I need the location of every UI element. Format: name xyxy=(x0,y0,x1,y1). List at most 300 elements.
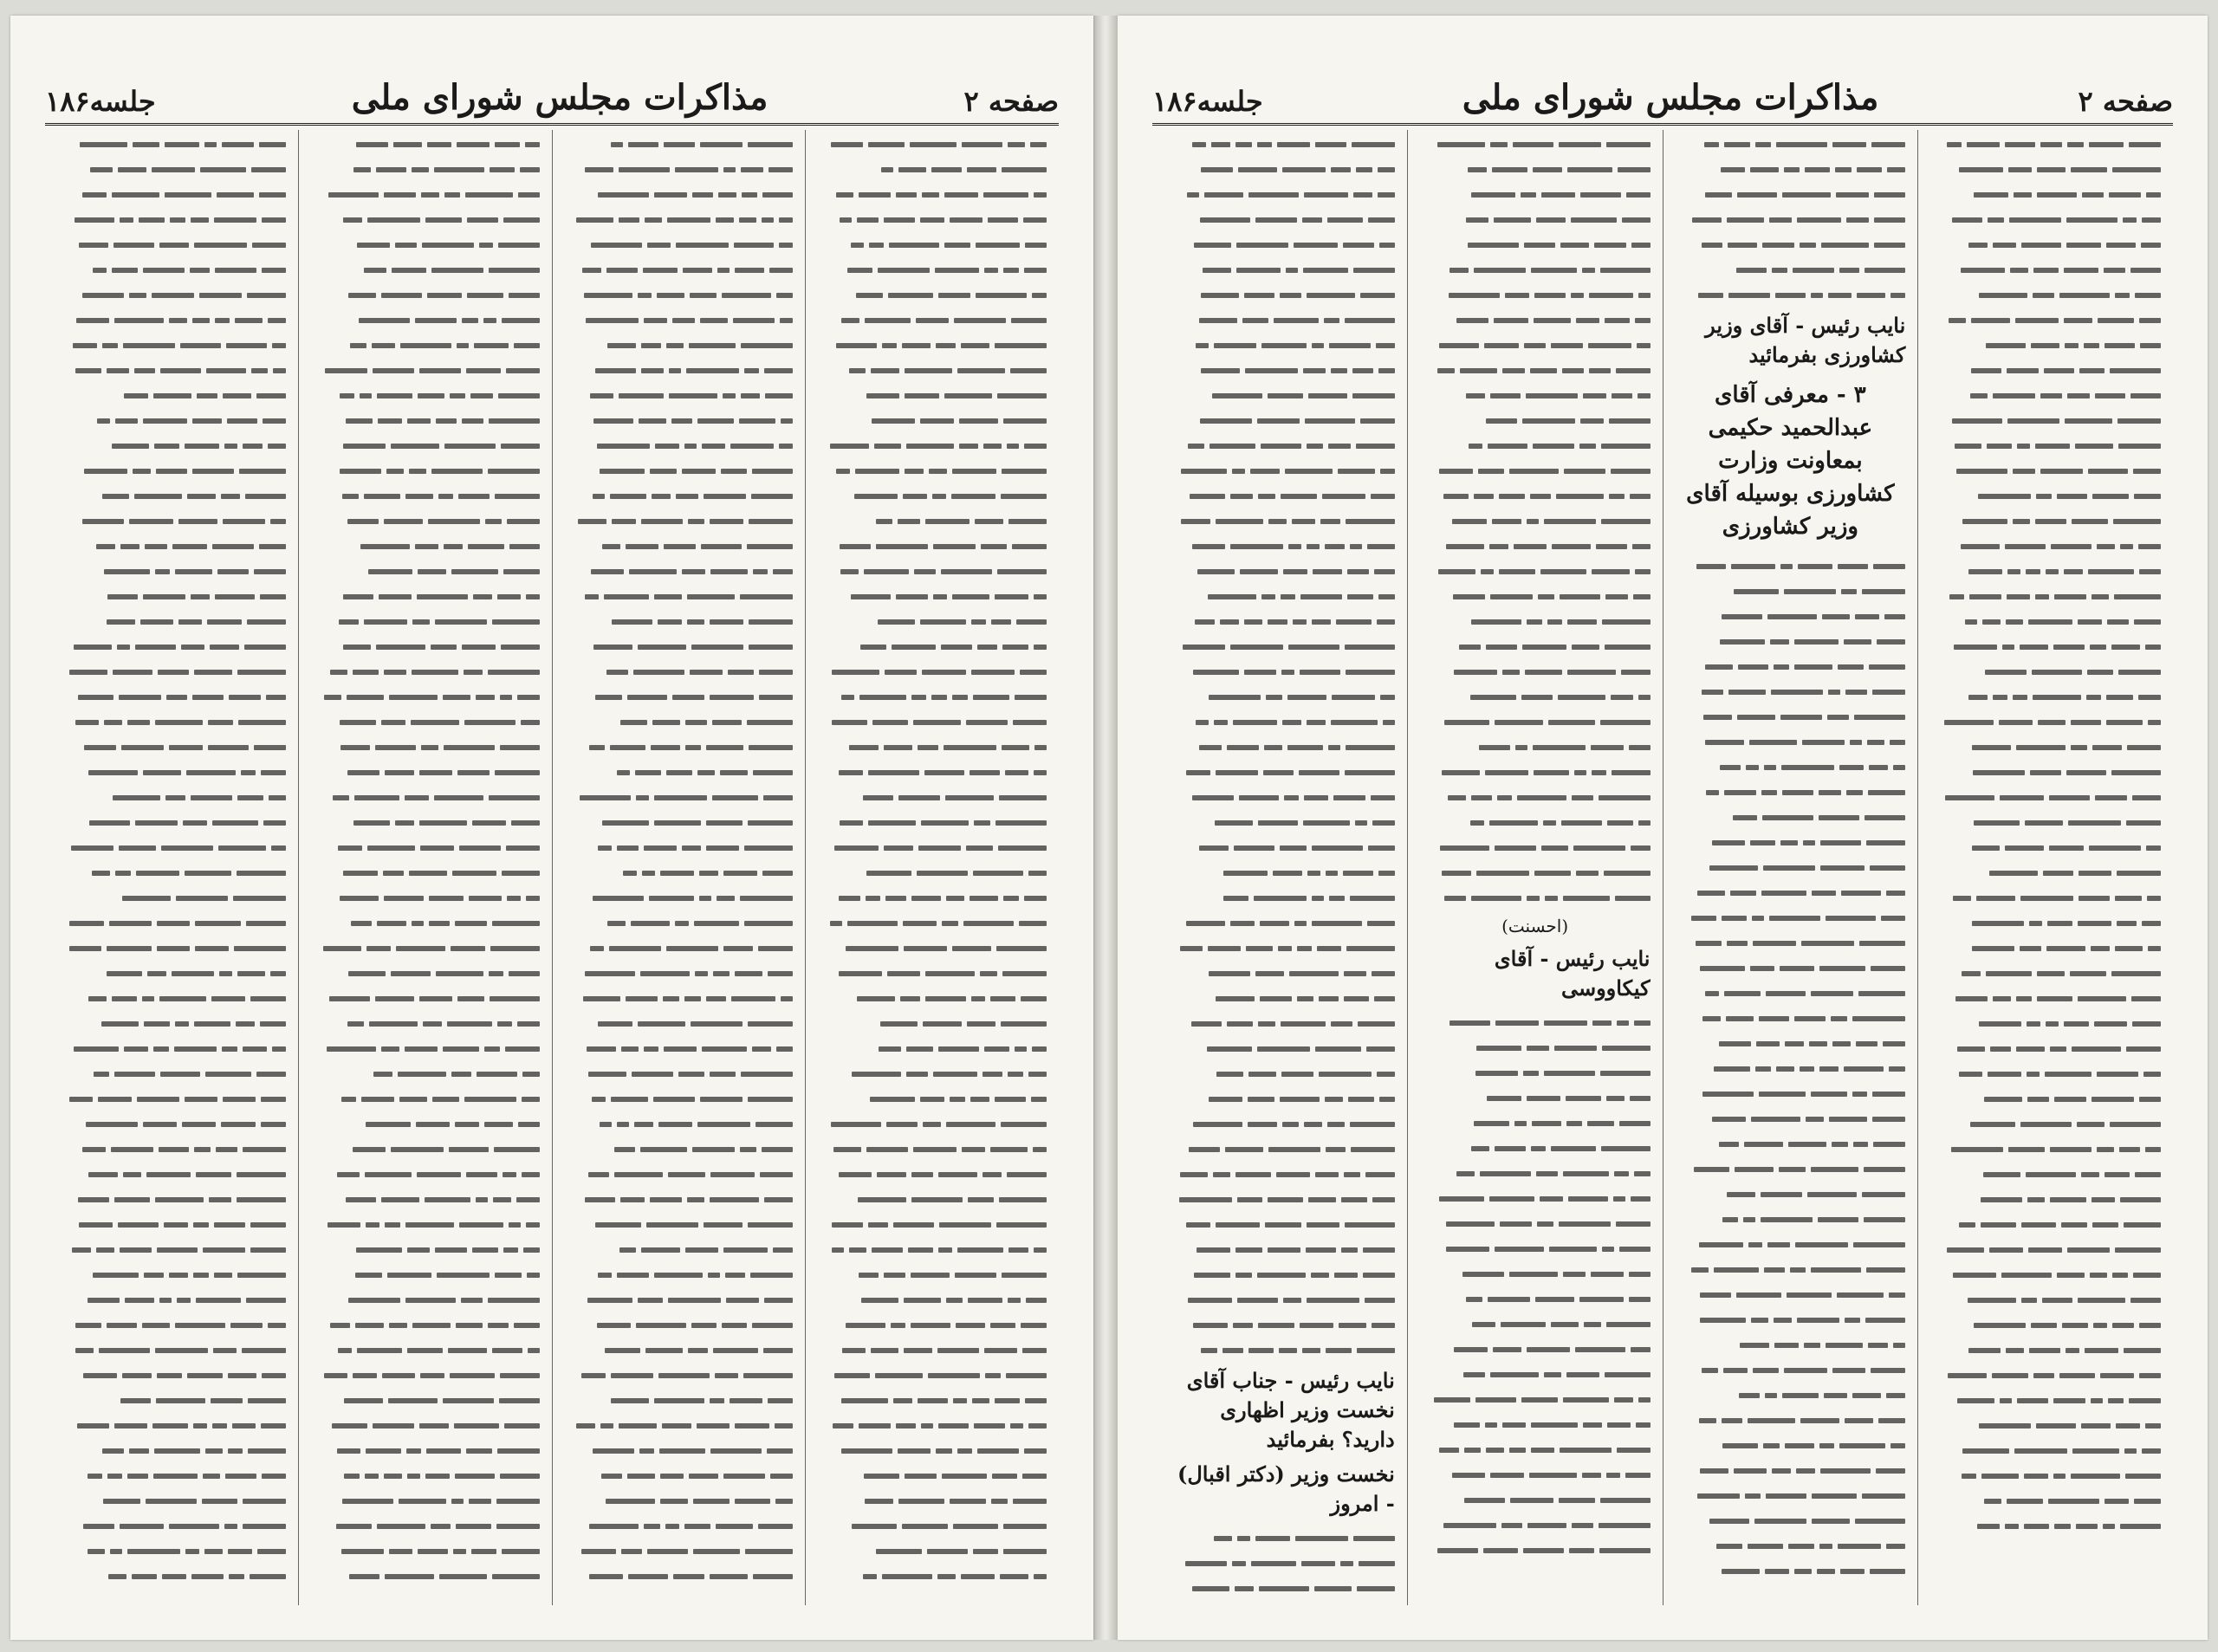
text-line xyxy=(1164,984,1395,1009)
text-line xyxy=(1930,733,2161,758)
text-line xyxy=(311,582,540,607)
text-line xyxy=(57,130,286,155)
text-line xyxy=(818,1336,1047,1361)
text-line xyxy=(818,230,1047,256)
text-line xyxy=(1930,230,2161,256)
text-line xyxy=(1420,1435,1651,1461)
text-line xyxy=(57,808,286,833)
text-line xyxy=(565,1386,794,1411)
text-line xyxy=(311,482,540,507)
text-line xyxy=(1420,532,1651,557)
text-line xyxy=(1164,884,1395,909)
text-line xyxy=(311,1336,540,1361)
text-line xyxy=(57,783,286,808)
text-line xyxy=(1676,1255,1906,1280)
text-line xyxy=(1420,632,1651,658)
text-line xyxy=(1930,708,2161,733)
text-line xyxy=(311,1185,540,1210)
section-heading: ۳ - معرفی آقای عبدالحمید حکیمی بمعاونت وزارت کشاورزی بوسیله آقای وزیر کشاورزی xyxy=(1686,382,1895,540)
text-line xyxy=(565,406,794,431)
text-line xyxy=(57,1512,286,1537)
text-line xyxy=(311,557,540,582)
text-line xyxy=(1420,884,1651,909)
text-line xyxy=(818,783,1047,808)
text-line xyxy=(818,557,1047,582)
text-line xyxy=(57,1487,286,1512)
speaker-heading: نایب رئیس - آقای کیکاووسی xyxy=(1494,946,1651,1001)
text-line xyxy=(565,482,794,507)
page-title: مذاکرات مجلس شورای ملی xyxy=(351,77,769,118)
text-line xyxy=(311,1361,540,1386)
text-line xyxy=(818,1311,1047,1336)
text-column xyxy=(805,130,1059,1605)
text-line xyxy=(1676,1054,1906,1079)
text-line xyxy=(1164,256,1395,281)
text-line xyxy=(1930,1386,2161,1411)
text-line xyxy=(1676,979,1906,1004)
text-line xyxy=(1420,1410,1651,1435)
text-line xyxy=(57,934,286,959)
text-line xyxy=(57,833,286,858)
text-line xyxy=(1164,607,1395,632)
text-line xyxy=(818,1562,1047,1587)
text-line xyxy=(565,1487,794,1512)
text-line xyxy=(565,1160,794,1185)
text-line xyxy=(1676,1481,1906,1506)
text-line xyxy=(1420,1511,1651,1536)
text-line xyxy=(1164,1574,1395,1599)
text-line xyxy=(565,1562,794,1587)
text-line xyxy=(1930,1059,2161,1085)
text-line xyxy=(1676,130,1906,155)
text-line xyxy=(311,1235,540,1260)
text-line xyxy=(1164,1210,1395,1235)
body-text xyxy=(818,130,1047,1587)
text-line xyxy=(1676,1029,1906,1054)
text-line xyxy=(1930,1210,2161,1235)
text-line xyxy=(565,457,794,482)
text-line xyxy=(57,381,286,406)
text-line xyxy=(818,1260,1047,1286)
text-line xyxy=(818,356,1047,381)
text-line xyxy=(311,733,540,758)
text-line xyxy=(565,281,794,306)
text-line xyxy=(1164,130,1395,155)
body-text xyxy=(1420,130,1651,909)
text-line xyxy=(818,1537,1047,1562)
text-line xyxy=(57,482,286,507)
text-line xyxy=(1164,1524,1395,1549)
text-line xyxy=(311,230,540,256)
text-line xyxy=(1930,833,2161,858)
text-line xyxy=(818,482,1047,507)
page-title: مذاکرات مجلس شورای ملی xyxy=(1462,77,1879,118)
text-line xyxy=(57,431,286,457)
text-line xyxy=(1164,381,1395,406)
text-line xyxy=(1676,577,1906,602)
text-line xyxy=(311,758,540,783)
text-line xyxy=(1676,1280,1906,1305)
body-text xyxy=(565,130,794,1587)
text-line xyxy=(1420,381,1651,406)
text-line xyxy=(1164,1110,1395,1135)
text-line xyxy=(565,1034,794,1059)
text-line xyxy=(818,1160,1047,1185)
text-line xyxy=(565,909,794,934)
text-column xyxy=(1917,130,2173,1605)
text-column xyxy=(552,130,806,1605)
text-line xyxy=(1930,1009,2161,1034)
body-text xyxy=(1930,130,2161,1537)
text-line xyxy=(1930,1185,2161,1210)
text-line xyxy=(818,532,1047,557)
text-line xyxy=(818,808,1047,833)
text-line xyxy=(1930,1361,2161,1386)
text-line xyxy=(818,1411,1047,1436)
text-line xyxy=(57,1009,286,1034)
text-line xyxy=(311,1512,540,1537)
text-line xyxy=(1930,482,2161,507)
text-line xyxy=(565,557,794,582)
text-line xyxy=(1676,1456,1906,1481)
text-line xyxy=(311,1009,540,1034)
text-line xyxy=(1164,1549,1395,1574)
text-line xyxy=(1930,356,2161,381)
text-line xyxy=(1676,1381,1906,1406)
text-line xyxy=(1420,507,1651,532)
text-line xyxy=(1676,728,1906,753)
text-line xyxy=(1420,1486,1651,1511)
text-line xyxy=(311,532,540,557)
body-text xyxy=(1676,130,1906,306)
text-line xyxy=(818,1009,1047,1034)
text-line xyxy=(565,934,794,959)
text-line xyxy=(1676,1557,1906,1582)
text-line xyxy=(311,1135,540,1160)
text-line xyxy=(1930,984,2161,1009)
text-line xyxy=(1164,1085,1395,1110)
text-line xyxy=(565,507,794,532)
text-line xyxy=(311,984,540,1009)
text-line xyxy=(1164,306,1395,331)
text-line xyxy=(1930,557,2161,582)
text-line xyxy=(565,130,794,155)
text-line xyxy=(57,1411,286,1436)
text-line xyxy=(57,683,286,708)
text-line xyxy=(1164,230,1395,256)
text-line xyxy=(818,331,1047,356)
text-line xyxy=(57,884,286,909)
text-line xyxy=(1676,1230,1906,1255)
text-line xyxy=(1164,155,1395,180)
text-line xyxy=(1930,155,2161,180)
text-line xyxy=(818,457,1047,482)
speaker-heading: نایب رئیس - آقای وزیر کشاورزی بفرمائید xyxy=(1705,313,1906,367)
text-line xyxy=(1420,808,1651,833)
text-line xyxy=(565,1411,794,1436)
text-line xyxy=(311,406,540,431)
text-line xyxy=(311,306,540,331)
text-line xyxy=(565,1185,794,1210)
text-line xyxy=(1164,1311,1395,1336)
text-line xyxy=(1420,406,1651,431)
text-line xyxy=(818,934,1047,959)
text-line xyxy=(565,431,794,457)
text-line xyxy=(57,1386,286,1411)
text-line xyxy=(1930,1487,2161,1512)
body-text xyxy=(57,130,286,1587)
text-line xyxy=(818,733,1047,758)
text-line xyxy=(1420,557,1651,582)
text-line xyxy=(1420,1059,1651,1084)
text-line xyxy=(818,582,1047,607)
text-line xyxy=(818,1235,1047,1260)
text-line xyxy=(565,783,794,808)
text-line xyxy=(57,1461,286,1487)
text-line xyxy=(565,1009,794,1034)
text-line xyxy=(565,607,794,632)
text-line xyxy=(1164,205,1395,230)
text-line xyxy=(1930,331,2161,356)
text-line xyxy=(1676,1532,1906,1557)
text-line xyxy=(311,1487,540,1512)
text-line xyxy=(565,1361,794,1386)
text-line xyxy=(565,1512,794,1537)
text-line xyxy=(57,457,286,482)
text-line xyxy=(1420,1033,1651,1059)
text-line xyxy=(1676,1079,1906,1105)
text-line xyxy=(1676,1105,1906,1130)
text-line xyxy=(57,733,286,758)
right-page-columns xyxy=(1152,130,2173,1605)
text-line xyxy=(1164,557,1395,582)
text-line xyxy=(1420,205,1651,230)
text-line xyxy=(311,281,540,306)
body-text xyxy=(1164,130,1395,1361)
text-line xyxy=(57,230,286,256)
text-line xyxy=(565,1311,794,1336)
text-line xyxy=(1930,884,2161,909)
text-line xyxy=(57,507,286,532)
text-line xyxy=(818,1512,1047,1537)
text-line xyxy=(818,632,1047,658)
text-line xyxy=(565,331,794,356)
text-line xyxy=(1420,1084,1651,1109)
text-line xyxy=(565,1135,794,1160)
text-line xyxy=(311,607,540,632)
text-line xyxy=(818,205,1047,230)
text-line xyxy=(57,532,286,557)
text-line xyxy=(818,607,1047,632)
text-line xyxy=(1930,658,2161,683)
text-line xyxy=(1164,758,1395,783)
text-line xyxy=(818,758,1047,783)
text-line xyxy=(311,632,540,658)
text-line xyxy=(1164,858,1395,884)
text-line xyxy=(565,984,794,1009)
text-line xyxy=(565,858,794,884)
text-line xyxy=(1930,1034,2161,1059)
text-line xyxy=(57,356,286,381)
text-line xyxy=(565,1260,794,1286)
text-line xyxy=(1930,130,2161,155)
text-line xyxy=(1930,1336,2161,1361)
text-line xyxy=(1164,356,1395,381)
text-line xyxy=(311,205,540,230)
text-line xyxy=(565,1537,794,1562)
text-line xyxy=(1164,1160,1395,1185)
text-line xyxy=(1420,1260,1651,1285)
text-line xyxy=(565,155,794,180)
text-line xyxy=(311,884,540,909)
text-line xyxy=(565,306,794,331)
text-line xyxy=(1420,607,1651,632)
text-line xyxy=(1420,1461,1651,1486)
text-line xyxy=(1930,934,2161,959)
text-line xyxy=(57,1085,286,1110)
text-line xyxy=(57,205,286,230)
text-line xyxy=(565,532,794,557)
text-line xyxy=(57,1436,286,1461)
text-line xyxy=(818,1436,1047,1461)
text-line xyxy=(1420,783,1651,808)
text-line xyxy=(818,1286,1047,1311)
text-line xyxy=(1930,758,2161,783)
text-line xyxy=(1930,306,2161,331)
text-line xyxy=(57,1286,286,1311)
text-line xyxy=(565,658,794,683)
text-line xyxy=(1930,808,2161,833)
text-line xyxy=(818,281,1047,306)
text-line xyxy=(1676,778,1906,803)
text-line xyxy=(57,607,286,632)
text-line xyxy=(818,959,1047,984)
text-line xyxy=(311,858,540,884)
text-line xyxy=(1420,1310,1651,1335)
text-line xyxy=(818,909,1047,934)
text-line xyxy=(57,1537,286,1562)
text-line xyxy=(1930,1260,2161,1286)
text-line xyxy=(818,406,1047,431)
text-line xyxy=(818,1110,1047,1135)
text-line xyxy=(818,1210,1047,1235)
text-line xyxy=(57,1235,286,1260)
text-line xyxy=(1676,1205,1906,1230)
text-line xyxy=(1164,733,1395,758)
text-line xyxy=(818,256,1047,281)
text-line xyxy=(565,884,794,909)
text-line xyxy=(1930,632,2161,658)
text-line xyxy=(818,1461,1047,1487)
text-column xyxy=(298,130,552,1605)
right-page-header xyxy=(1152,64,2173,126)
text-line xyxy=(1164,1260,1395,1286)
text-line xyxy=(818,381,1047,406)
text-line xyxy=(311,155,540,180)
text-line xyxy=(1930,1436,2161,1461)
text-line xyxy=(818,658,1047,683)
text-line xyxy=(1676,1180,1906,1205)
text-line xyxy=(1676,155,1906,180)
text-line xyxy=(311,457,540,482)
text-line xyxy=(57,909,286,934)
text-line xyxy=(311,431,540,457)
text-line xyxy=(1676,1004,1906,1029)
text-line xyxy=(311,1461,540,1487)
text-line xyxy=(1164,482,1395,507)
text-line xyxy=(57,1110,286,1135)
text-line xyxy=(1164,632,1395,658)
text-line xyxy=(1930,1286,2161,1311)
text-line xyxy=(1420,1209,1651,1234)
text-line xyxy=(1420,1134,1651,1159)
text-line xyxy=(1164,708,1395,733)
text-line xyxy=(57,331,286,356)
text-line xyxy=(1420,457,1651,482)
text-line xyxy=(311,1286,540,1311)
text-line xyxy=(1930,205,2161,230)
text-line xyxy=(1420,281,1651,306)
text-line xyxy=(1164,658,1395,683)
session-label: جلسه۱۸۶ xyxy=(45,85,156,118)
text-line xyxy=(1676,1506,1906,1532)
text-line xyxy=(1930,582,2161,607)
body-text xyxy=(311,130,540,1587)
text-line xyxy=(1676,552,1906,577)
text-line xyxy=(1676,256,1906,281)
text-line xyxy=(1420,1159,1651,1184)
text-line xyxy=(1930,1461,2161,1487)
text-line xyxy=(1420,1109,1651,1134)
text-line xyxy=(57,858,286,884)
text-line xyxy=(311,783,540,808)
text-line xyxy=(1930,909,2161,934)
text-line xyxy=(565,733,794,758)
text-line xyxy=(1420,582,1651,607)
text-line xyxy=(1676,652,1906,677)
text-line xyxy=(311,180,540,205)
text-line xyxy=(1676,1356,1906,1381)
text-line xyxy=(57,658,286,683)
text-line xyxy=(1676,1406,1906,1431)
session-label: جلسه۱۸۶ xyxy=(1152,85,1263,118)
text-line xyxy=(565,1436,794,1461)
text-line xyxy=(565,256,794,281)
text-line xyxy=(1164,783,1395,808)
text-line xyxy=(818,833,1047,858)
text-line xyxy=(818,130,1047,155)
text-column xyxy=(1663,130,1918,1605)
page-gutter xyxy=(1093,16,1118,1640)
text-line xyxy=(311,658,540,683)
body-text xyxy=(1676,552,1906,1582)
text-line xyxy=(1676,1155,1906,1180)
text-column xyxy=(1152,130,1407,1605)
text-line xyxy=(311,1160,540,1185)
text-line xyxy=(1420,1285,1651,1310)
text-line xyxy=(57,306,286,331)
text-line xyxy=(311,1034,540,1059)
text-line xyxy=(818,155,1047,180)
right-page xyxy=(1118,16,2208,1640)
text-line xyxy=(1164,1059,1395,1085)
text-line xyxy=(1420,1184,1651,1209)
left-page-columns xyxy=(45,130,1059,1605)
text-line xyxy=(1930,1235,2161,1260)
text-line xyxy=(1164,1135,1395,1160)
text-line xyxy=(1164,909,1395,934)
text-line xyxy=(1164,833,1395,858)
